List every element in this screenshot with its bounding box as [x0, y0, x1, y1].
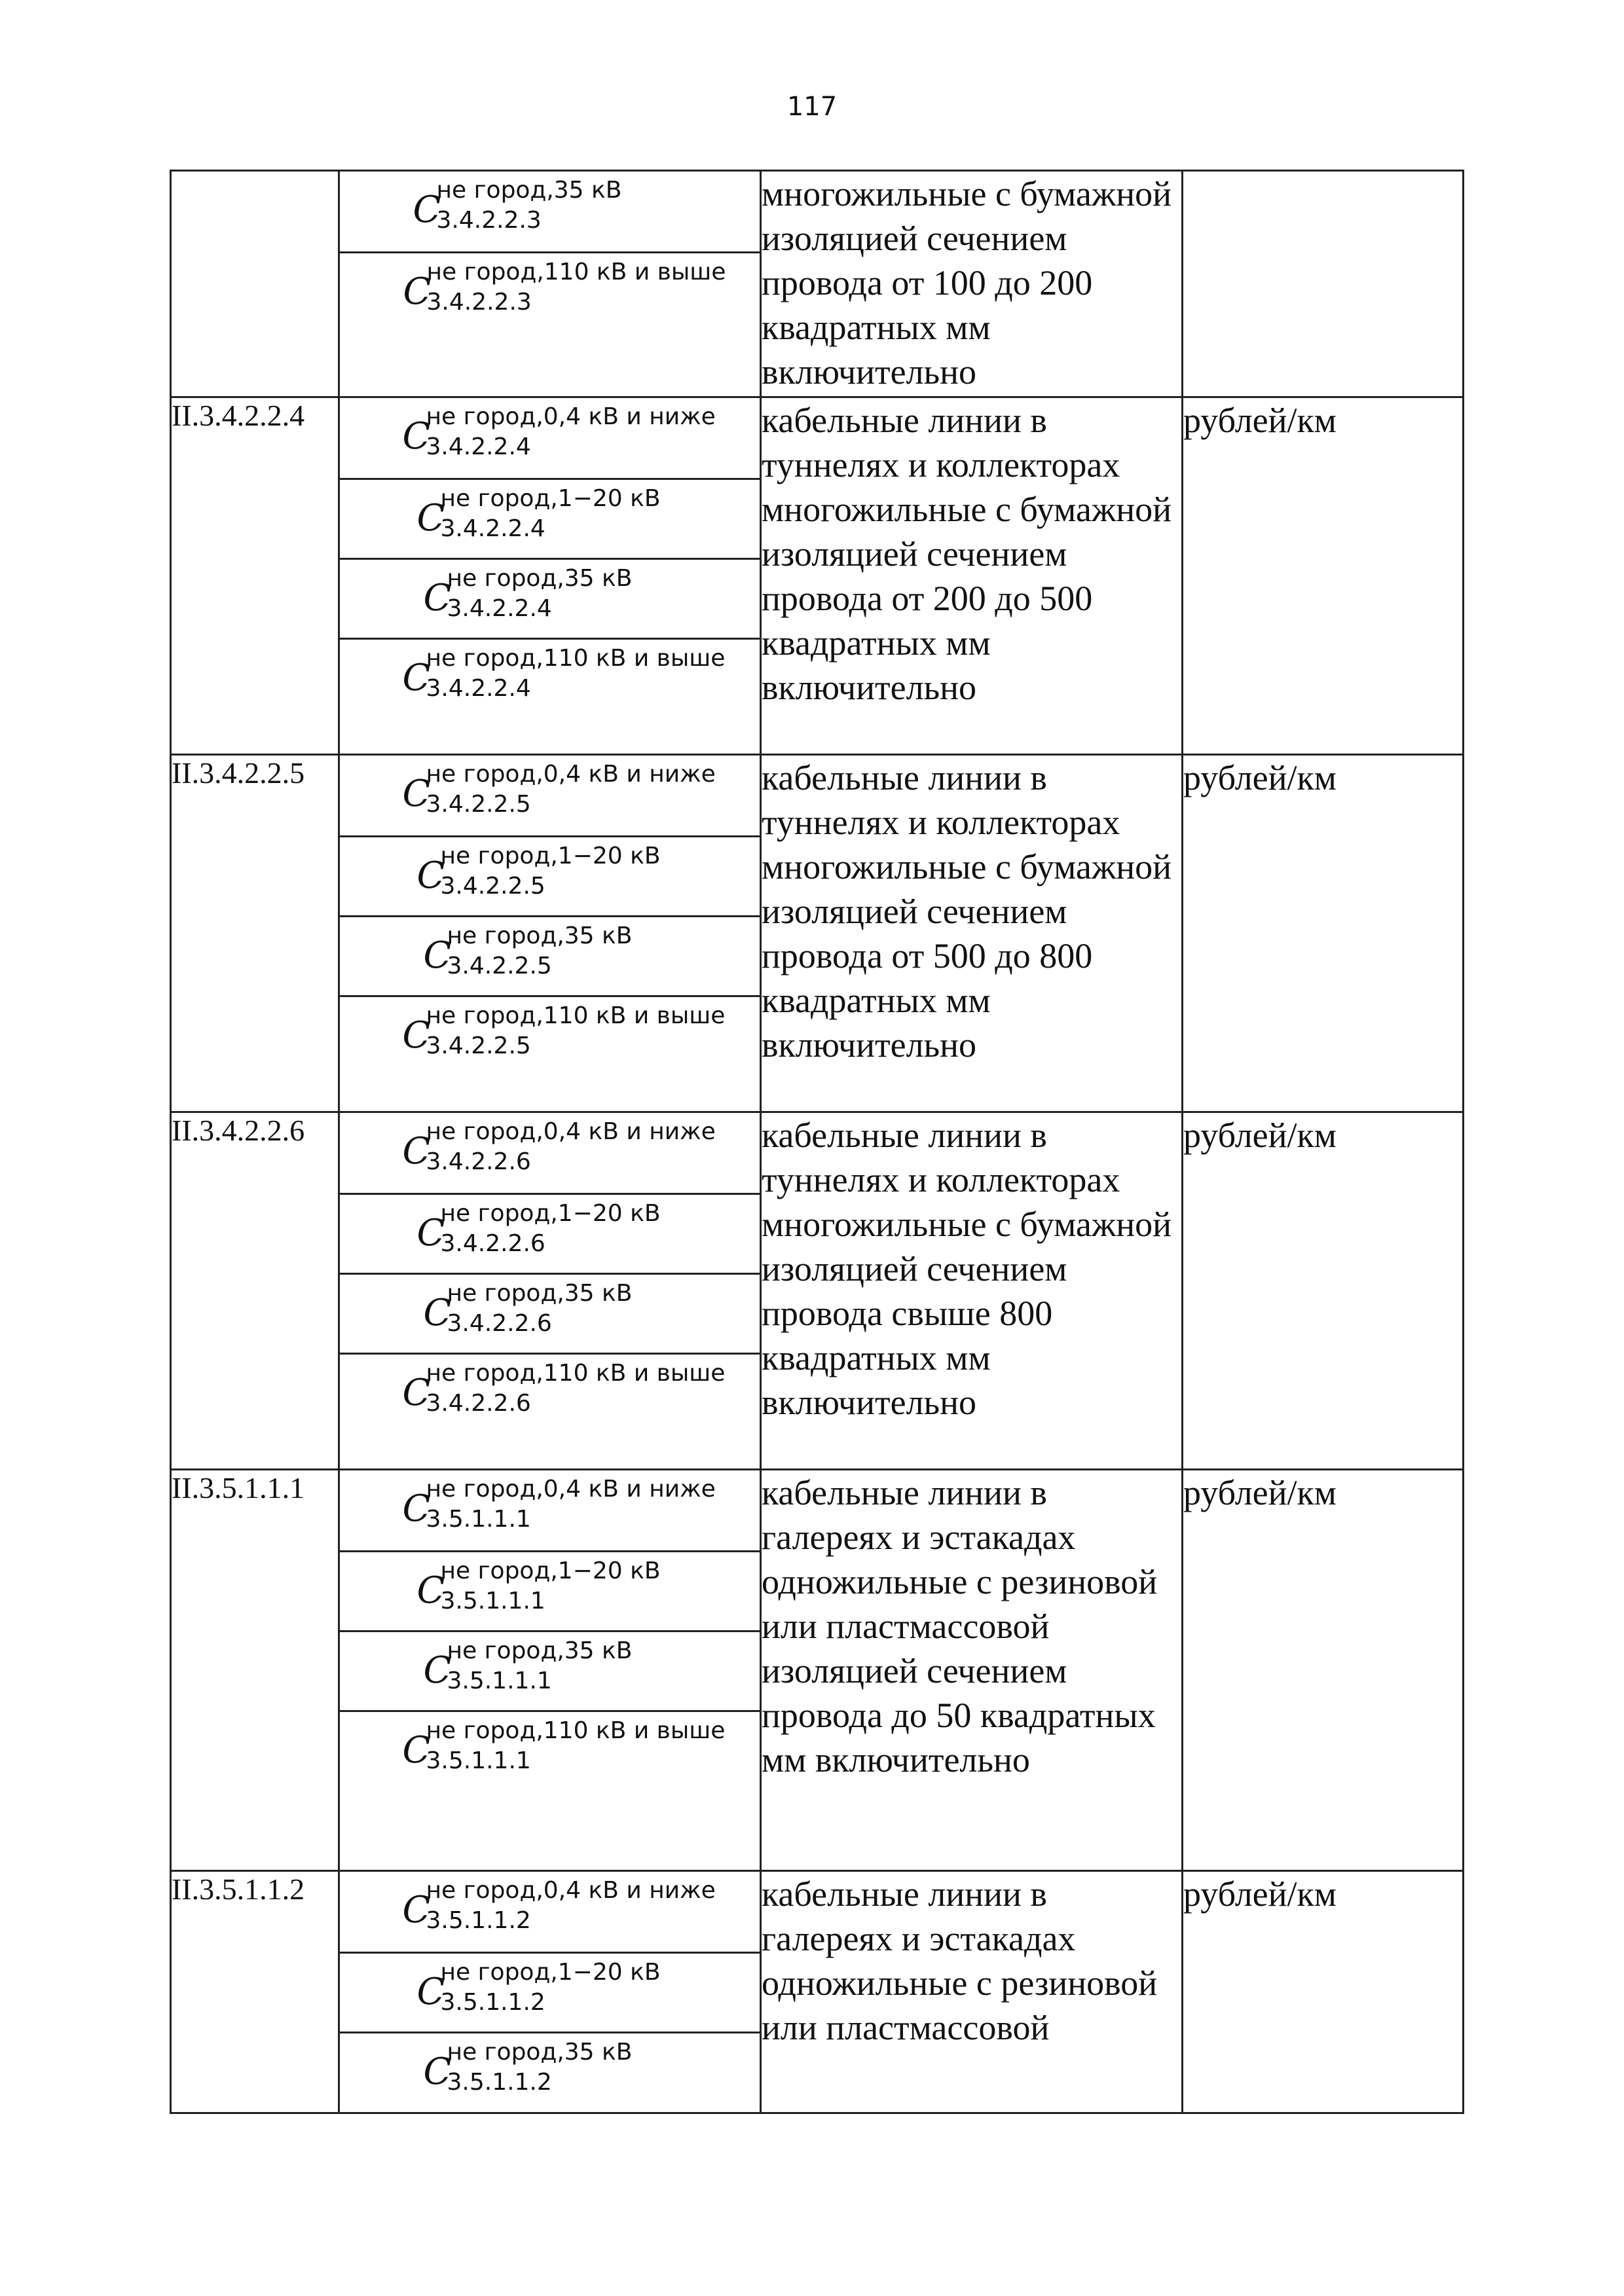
formula-subscript: 3.5.1.1.1 [447, 1667, 552, 1694]
formula-superscript: не город,1−20 кВ [440, 843, 661, 869]
cost-formula [423, 922, 731, 985]
formula-subscript: 3.4.2.2.4 [447, 595, 552, 622]
row-unit: рублей/км [1183, 1470, 1464, 1871]
formula-superscript: не город,35 кВ [447, 1637, 633, 1664]
formula-subscript: 3.4.2.2.3 [426, 289, 532, 316]
formula-box [340, 756, 760, 845]
formula-subscript: 3.4.2.2.5 [447, 953, 552, 979]
formula-box [340, 1470, 760, 1559]
formula-box [340, 915, 760, 1006]
formula-symbol: C [402, 415, 431, 458]
formula-superscript: не город,110 кВ и выше [426, 1717, 726, 1744]
cost-formula [402, 1360, 726, 1423]
formula-subscript: 3.4.2.2.4 [426, 675, 531, 702]
formula-symbol: C [416, 1212, 445, 1254]
formula-cell [339, 755, 761, 1112]
formula-superscript: не город,1−20 кВ [440, 1200, 661, 1227]
formula-box [340, 251, 760, 409]
formula-box [340, 995, 760, 1124]
formula-symbol: C [423, 2050, 452, 2093]
formula-subscript: 3.5.1.1.1 [440, 1588, 545, 1614]
formula-cell [339, 397, 761, 755]
row-description: кабельные линии в туннелях и коллекторах многожильные с бумажной изоляцией сечением провода свыше 800 квадратных мм включительно [761, 1112, 1183, 1470]
cost-formula [402, 761, 716, 824]
formula-subscript: 3.4.2.2.5 [440, 873, 545, 900]
row-code: II.3.4.2.2.6 [171, 1112, 339, 1470]
row-code: II.3.5.1.1.2 [171, 1871, 339, 2113]
formula-box [340, 2032, 760, 2125]
formula-superscript: не город,1−20 кВ [440, 485, 661, 512]
formula-superscript: не город,0,4 кВ и ниже [426, 1118, 716, 1145]
formula-subscript: 3.5.1.1.2 [440, 1989, 545, 2016]
formula-subscript: 3.4.2.2.6 [426, 1390, 531, 1417]
formula-cell [339, 1470, 761, 1871]
formula-superscript: не город,0,4 кВ и ниже [426, 1476, 716, 1503]
formula-symbol: C [402, 1729, 431, 1772]
formula-subscript: 3.4.2.2.6 [426, 1148, 531, 1175]
row-code: II.3.4.2.2.4 [171, 397, 339, 755]
table-row [171, 755, 1464, 1112]
row-description: многожильные с бумажной изоляцией сечением провода от 100 до 200 квадратных мм включительно [761, 171, 1183, 397]
formula-symbol: C [416, 497, 445, 539]
cost-formula [403, 259, 726, 321]
formula-subscript: 3.5.1.1.2 [426, 1907, 531, 1934]
formula-symbol: C [423, 1649, 452, 1692]
formula-superscript: не город,1−20 кВ [440, 1959, 661, 1986]
formula-superscript: не город,0,4 кВ и ниже [426, 761, 716, 788]
formula-box [340, 1353, 760, 1482]
row-description: кабельные линии в туннелях и коллекторах многожильные с бумажной изоляцией сечением провода от 200 до 500 квадратных мм включительно [761, 397, 1183, 755]
formula-symbol: C [423, 577, 452, 619]
cost-formula [423, 565, 731, 628]
formula-superscript: не город,1−20 кВ [440, 1558, 661, 1584]
formula-cell [339, 1871, 761, 2113]
formula-subscript: 3.4.2.2.5 [426, 1032, 531, 1059]
row-description: кабельные линии в туннелях и коллекторах многожильные с бумажной изоляцией сечением провода от 500 до 800 квадратных мм включительно [761, 755, 1183, 1112]
formula-symbol: C [413, 189, 441, 231]
formula-superscript: не город,35 кВ [436, 177, 622, 204]
formula-symbol: C [423, 934, 452, 977]
formula-cell [339, 171, 761, 397]
row-unit: рублей/км [1183, 755, 1464, 1112]
formula-superscript: не город,110 кВ и выше [426, 645, 726, 672]
formula-superscript: не город,35 кВ [447, 2039, 633, 2066]
cost-formula [416, 1200, 725, 1263]
tariff-table [170, 170, 1464, 2114]
cost-formula [413, 177, 721, 240]
formula-superscript: не город,110 кВ и выше [426, 259, 726, 285]
row-unit: рублей/км [1183, 397, 1464, 755]
table-row [171, 397, 1464, 755]
formula-subscript: 3.4.2.2.5 [426, 791, 531, 818]
row-code [171, 171, 339, 397]
formula-superscript: не город,35 кВ [447, 922, 633, 949]
cost-formula [402, 1118, 716, 1181]
formula-symbol: C [416, 1971, 445, 2013]
formula-subscript: 3.5.1.1.2 [447, 2069, 552, 2096]
formula-box [340, 172, 760, 261]
table-row [171, 171, 1464, 397]
formula-superscript: не город,35 кВ [447, 565, 633, 592]
formula-symbol: C [403, 270, 432, 313]
formula-superscript: не город,0,4 кВ и ниже [426, 1877, 716, 1904]
row-unit [1183, 171, 1464, 397]
formula-superscript: не город,35 кВ [447, 1280, 633, 1307]
formula-symbol: C [402, 1487, 431, 1530]
formula-subscript: 3.4.2.2.6 [440, 1230, 545, 1257]
formula-box [340, 1113, 760, 1202]
formula-symbol: C [402, 657, 431, 699]
cost-formula [416, 843, 725, 905]
cost-formula [402, 1476, 716, 1539]
formula-symbol: C [416, 854, 445, 897]
cost-formula [423, 2039, 731, 2102]
formula-box [340, 1952, 760, 2043]
formula-box [340, 398, 760, 487]
formula-subscript: 3.5.1.1.1 [426, 1506, 531, 1533]
formula-box [340, 638, 760, 767]
formula-symbol: C [416, 1569, 445, 1612]
formula-subscript: 3.5.1.1.1 [426, 1747, 531, 1774]
formula-superscript: не город,0,4 кВ и ниже [426, 403, 716, 430]
formula-symbol: C [402, 1014, 431, 1057]
cost-formula [423, 1280, 731, 1343]
formula-symbol: C [423, 1292, 452, 1334]
formula-superscript: не город,110 кВ и выше [426, 1002, 726, 1029]
formula-box [340, 1273, 760, 1364]
cost-formula [416, 485, 725, 548]
formula-box [340, 1872, 760, 1961]
formula-box [340, 1630, 760, 1721]
cost-formula [402, 1877, 716, 1940]
formula-cell [339, 1112, 761, 1470]
formula-box [340, 1193, 760, 1284]
row-code: II.3.4.2.2.5 [171, 755, 339, 1112]
cost-formula [416, 1558, 725, 1620]
page-number: 117 [786, 92, 838, 122]
cost-formula [423, 1637, 731, 1700]
table-row [171, 1112, 1464, 1470]
row-unit: рублей/км [1183, 1871, 1464, 2113]
formula-box [340, 478, 760, 569]
row-unit: рублей/км [1183, 1112, 1464, 1470]
cost-formula [402, 1002, 726, 1065]
table-row [171, 1871, 1464, 2113]
formula-subscript: 3.4.2.2.4 [426, 433, 531, 460]
cost-formula [402, 645, 726, 708]
formula-superscript: не город,110 кВ и выше [426, 1360, 726, 1387]
formula-symbol: C [402, 1372, 431, 1414]
cost-formula [402, 1717, 726, 1780]
row-code: II.3.5.1.1.1 [171, 1470, 339, 1871]
formula-subscript: 3.4.2.2.4 [440, 515, 545, 542]
formula-box [340, 558, 760, 649]
row-description: кабельные линии в галереях и эстакадах одножильные с резиновой или пластмассовой [761, 1871, 1183, 2113]
formula-subscript: 3.4.2.2.6 [447, 1310, 552, 1337]
row-description: кабельные линии в галереях и эстакадах одножильные с резиновой или пластмассовой изоляцией сечением провода до 50 квадратных мм включительно [761, 1470, 1183, 1871]
formula-symbol: C [402, 1889, 431, 1931]
formula-symbol: C [402, 773, 431, 815]
formula-box [340, 1550, 760, 1641]
formula-box [340, 1710, 760, 1883]
table-row [171, 1470, 1464, 1871]
cost-formula [402, 403, 716, 466]
formula-box [340, 835, 760, 926]
formula-symbol: C [402, 1130, 431, 1173]
cost-formula [416, 1959, 725, 2022]
formula-subscript: 3.4.2.2.3 [436, 207, 542, 234]
